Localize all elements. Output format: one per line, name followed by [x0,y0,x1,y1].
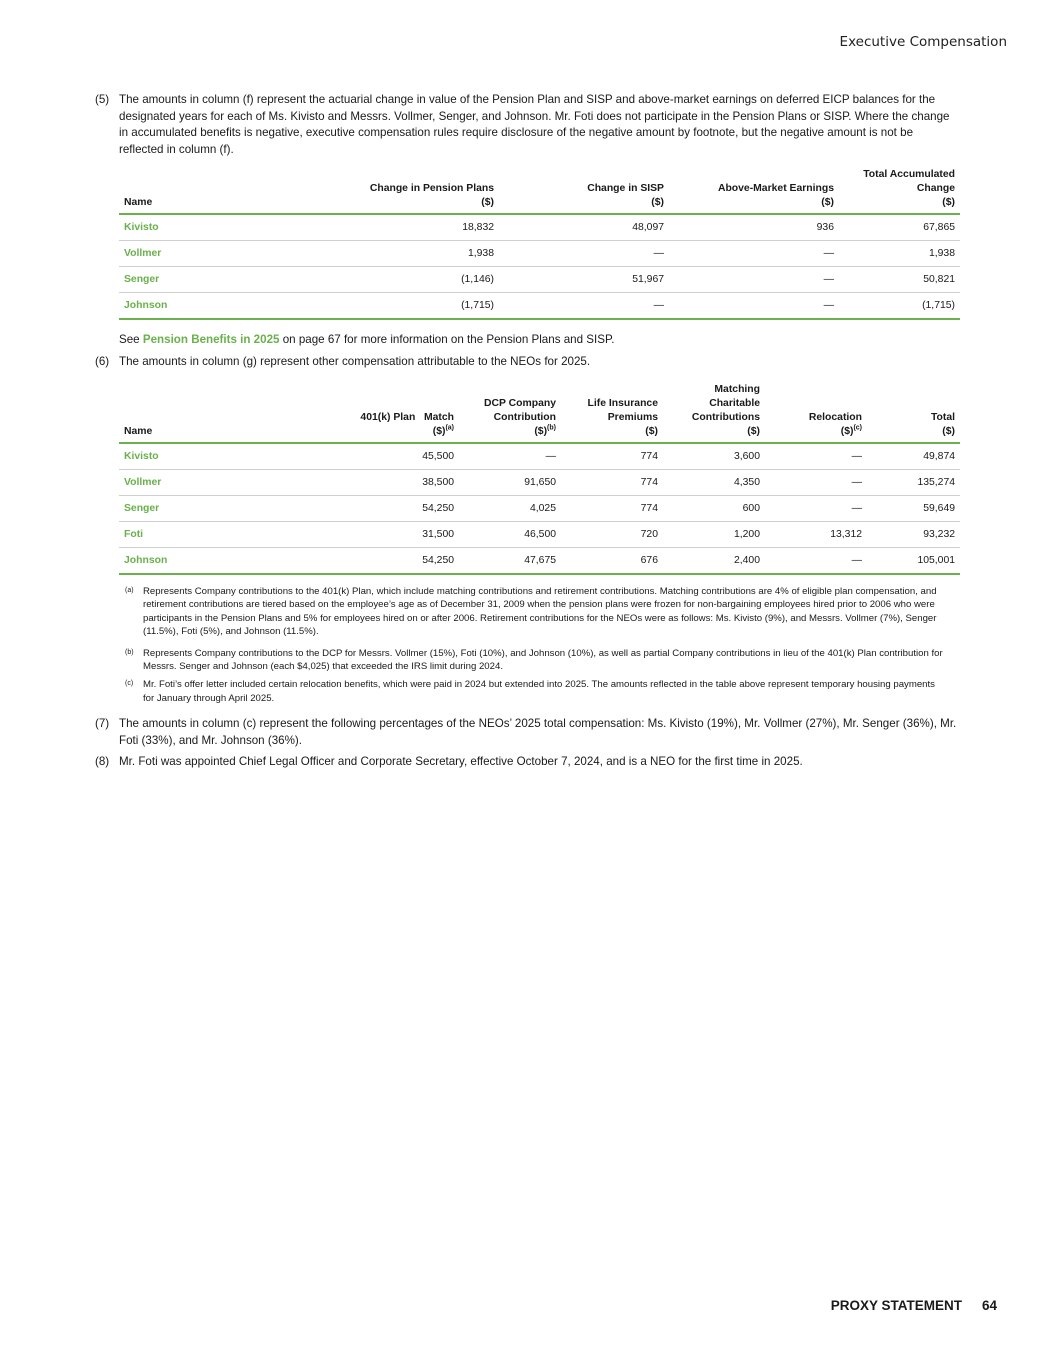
cell-401k: 54,250 [249,547,459,574]
col-charitable: Matching Charitable Contributions ($) [663,383,765,443]
col-total: Total ($) [867,383,960,443]
cell-total: 59,649 [867,495,960,521]
cell-401k: 54,250 [249,495,459,521]
footnote-text: Mr. Foti’s offer letter included certain relocation benefits, which were paid in 2024 but extended into 2025. The amounts reflected in the table above represent temporary housing payments for January through April 2025. [143,679,935,704]
table-row [119,495,960,521]
page-number: 64 [981,1298,997,1313]
cell-total: 1,938 [839,241,960,267]
cell-above: 936 [669,214,839,241]
cell-relocation: — [765,443,867,470]
cell-dcp: 91,650 [459,469,561,495]
see-suffix: on page 67 for more information on the Pension Plans and SISP. [282,333,615,346]
cell-relocation: — [765,469,867,495]
col-401k: 401(k) Plan Match ($)$^{(a)}$ [249,383,459,443]
cell-charity: 1,200 [663,521,765,547]
note-6 [95,354,959,371]
footnote-b [125,647,943,674]
cell-total: 49,874 [867,443,960,470]
cell-life: 774 [561,443,663,470]
cell-sisp: — [499,241,669,267]
cell-relocation: 13,312 [765,521,867,547]
footnote-text: Represents Company contributions to the 401(k) Plan, which include matching contributions and retirement contributions. Matching contributions are 4% of eligible plan compensation, and retirement contributions are tiered based on the employee’s age as of December 31, 2009 when the pension plans were frozen for non-bargaining employees hired prior to 2006 who were participants in the Pension Plans and 5% for employees hired on or after 2006. Retirement contributions for the NEOs were as follows: Ms. Kivisto (9%), and Messrs. Vollmer (7%), Senger (11.5%), Foti (5%), and Johnson (11.5%). [143,585,937,638]
cell-total: 135,274 [867,469,960,495]
table-row [119,521,960,547]
row-name: Vollmer [119,469,249,495]
table-row [119,469,960,495]
table-header-row [119,383,960,443]
pension-benefits-link[interactable]: Pension Benefits in 2025 [142,333,280,346]
cell-charity: 4,350 [663,469,765,495]
cell-relocation: — [765,547,867,574]
col-sisp: Change in SISP ($) [499,168,669,214]
cell-dcp: 4,025 [459,495,561,521]
note-number: (5) [95,93,110,106]
cell-above: — [669,267,839,293]
row-name: Kivisto [119,443,249,470]
table-row [119,214,960,241]
table-header-row [119,168,960,214]
cell-life: 774 [561,469,663,495]
cell-401k: 45,500 [249,443,459,470]
cell-pension: (1,146) [319,267,499,293]
page-content [95,92,959,771]
footnote-mark: (c) [125,680,134,688]
footer-label: PROXY STATEMENT [830,1298,962,1313]
note-number: (6) [95,355,110,368]
cell-dcp: 46,500 [459,521,561,547]
cell-above: — [669,241,839,267]
table-row [119,241,960,267]
pension-change-table [119,168,960,320]
footnote-c [125,678,943,705]
footnote-text: Represents Company contributions to the DCP for Messrs. Vollmer (15%), Foti (10%), and Johnson (10%), as well as partial Company contributions in lieu of the 401(k) Plan contribution for Messrs. Senger and Johnson (each $4,025) that exceeded the IRS limit during 2024. [143,647,943,673]
see-prefix: See [119,333,140,346]
col-name: Name [119,383,249,443]
cell-total: 67,865 [839,214,960,241]
cell-total: 50,821 [839,267,960,293]
cell-pension: 18,832 [319,214,499,241]
row-name: Kivisto [119,214,319,241]
table-row [119,443,960,470]
note-text: Mr. Foti was appointed Chief Legal Officer and Corporate Secretary, effective October 7, 2024, and is a NEO for the first time in 2025. [119,755,803,769]
cell-pension: (1,715) [319,293,499,320]
row-name: Senger [119,267,319,293]
note-text: The amounts in column (g) represent other compensation attributable to the NEOs for 2025. [119,355,591,368]
note-number: (8) [95,755,110,769]
col-relocation: Relocation ($)$^{(c)}$ [765,383,867,443]
col-pension: Change in Pension Plans ($) [319,168,499,214]
cell-401k: 31,500 [249,521,459,547]
note-text: The amounts in column (c) represent the following percentages of the NEOs’ 2025 total compensation: Ms. Kivisto (19%), Mr. Vollmer (27%), Mr. Senger (36%), Mr. Foti (33%), and Mr. Johnson (36%). [119,717,957,747]
row-name: Johnson [119,293,319,320]
cell-life: 774 [561,495,663,521]
cell-401k: 38,500 [249,469,459,495]
note-8 [95,754,959,771]
cell-dcp: 47,675 [459,547,561,574]
cell-sisp: — [499,293,669,320]
cell-pension: 1,938 [319,241,499,267]
cell-sisp: 48,097 [499,214,669,241]
table-row [119,267,960,293]
note-number: (7) [95,717,110,731]
footnote-mark: (a) [125,586,134,594]
col-above-market: Above-Market Earnings ($) [669,168,839,214]
note-7 [95,716,959,749]
cell-charity: 3,600 [663,443,765,470]
cell-charity: 600 [663,495,765,521]
table-row [119,293,960,320]
footnote-mark: (b) [125,648,134,656]
col-dcp: DCP Company Contribution ($)$^{(b)}$ [459,383,561,443]
cell-life: 720 [561,521,663,547]
col-total: Total Accumulated Change ($) [839,168,960,214]
cell-total: (1,715) [839,293,960,320]
cell-dcp: — [459,443,561,470]
note-5 [95,92,959,158]
note-text: The amounts in column (f) represent the actuarial change in value of the Pension Plan and SISP and above-market earnings on deferred EICP balances for the designated years for each of Ms. Kivisto and Messrs. Vollmer, Senger, and Johnson. Mr. Foti does not participate in the Pension Plans or SISP. Where the change in accumulated benefits is negative, executive compensation rules require disclosure of the negative amount by footnote, but the negative amount is not be reflected in column (f). [119,93,950,156]
cell-above: — [669,293,839,320]
page-footer [831,1298,997,1313]
cell-total: 105,001 [867,547,960,574]
section-title: Executive Compensation [839,34,1007,50]
cell-life: 676 [561,547,663,574]
cell-relocation: — [765,495,867,521]
col-name: Name [119,168,319,214]
cell-total: 93,232 [867,521,960,547]
row-name: Johnson [119,547,249,574]
row-name: Senger [119,495,249,521]
footnote-a [125,585,943,639]
cell-charity: 2,400 [663,547,765,574]
cell-sisp: 51,967 [499,267,669,293]
see-reference [119,332,959,348]
other-compensation-table [119,383,960,575]
row-name: Vollmer [119,241,319,267]
col-life-insurance: Life Insurance Premiums ($) [561,383,663,443]
table-row [119,547,960,574]
row-name: Foti [119,521,249,547]
